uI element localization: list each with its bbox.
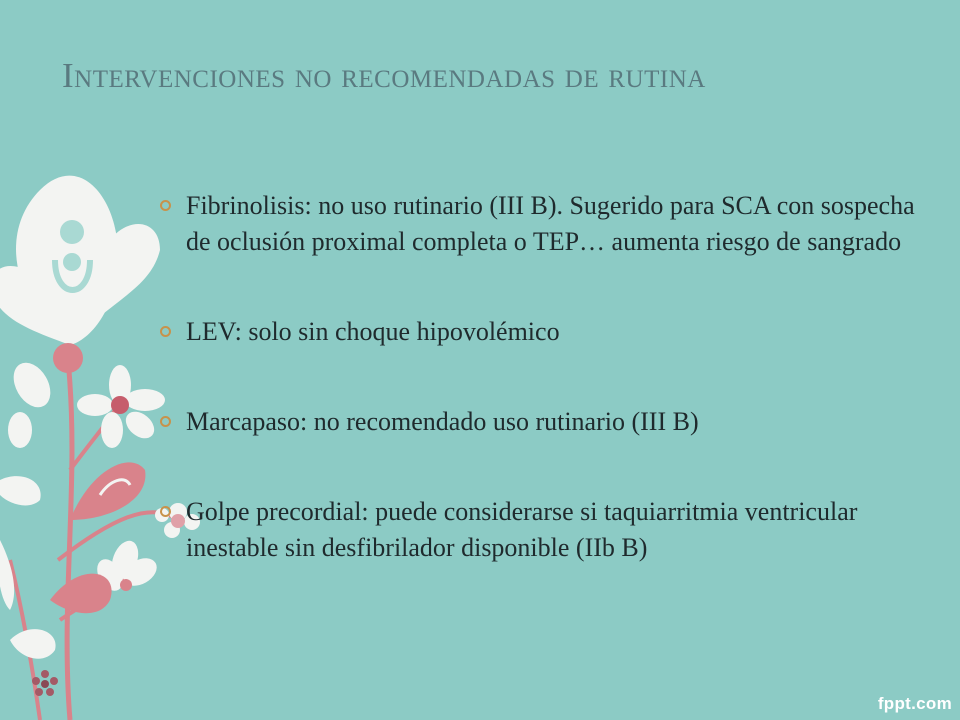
bullet-text: LEV: solo sin choque hipovolémico [186,317,560,346]
small-flower-icon [77,365,165,448]
bullet-item [160,494,920,566]
bullet-list [160,188,920,566]
bullet-text: Marcapaso: no recomendado uso rutinario (III B) [186,407,699,436]
bullet-ring-icon [160,506,171,517]
bullet-item [160,404,920,440]
star-flower-icon [32,670,58,696]
bullet-text: Fibrinolisis: no uso rutinario (III B). Sugerido para SCA con sospecha de oclusión proximal completa o TEP… aumenta riesgo de sangrado [186,191,915,256]
large-flower-icon [0,176,160,345]
slide-title: Intervenciones no recomendadas de rutina [62,56,706,95]
watermark: fppt.com [877,694,952,713]
bullet-ring-icon [160,416,171,427]
bullet-ring-icon [160,326,171,337]
bullet-text: Golpe precordial: puede considerarse si taquiarritmia ventricular inestable sin desfibrilador disponible (IIb B) [186,497,858,562]
bullet-ring-icon [160,200,171,211]
bullet-item [160,314,920,350]
bullet-item [160,188,920,260]
